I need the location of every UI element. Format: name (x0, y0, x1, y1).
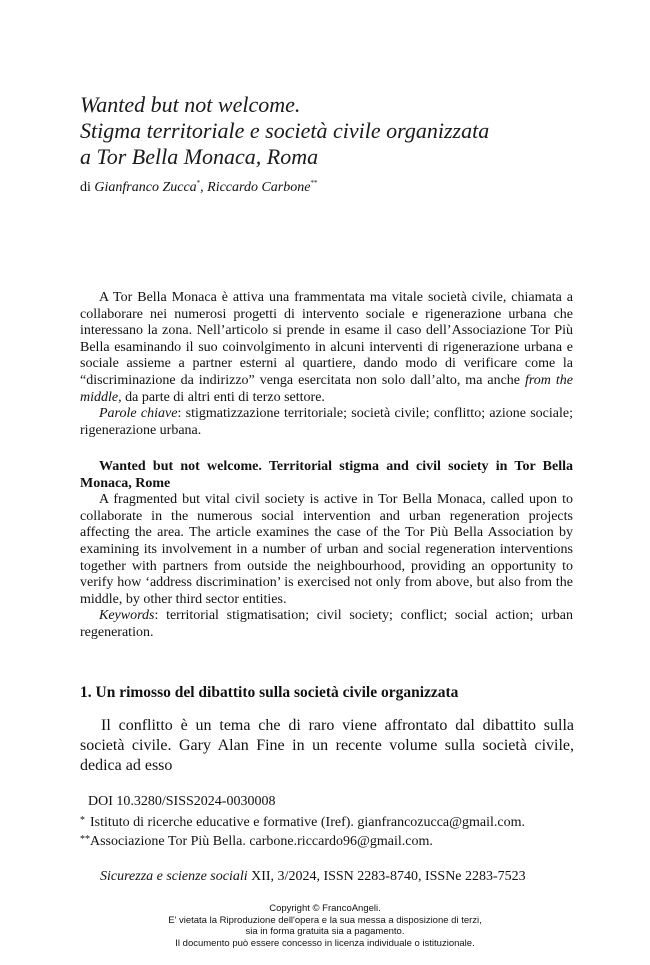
title-line: Stigma territoriale e società civile organizzata (80, 118, 490, 143)
body-paragraph: Il conflitto è un tema che di raro viene affrontato dal dibattito sulla società civile. Gary Alan Fine in un recente volume sulla società civile, dedica ad esso (80, 717, 574, 774)
journal-name: Sicurezza e scienze sociali (100, 869, 248, 884)
footnote-mark: ** (310, 179, 318, 187)
keywords-paragraph (80, 406, 573, 439)
author-name: Gianfranco Zucca (94, 180, 197, 195)
english-title: Wanted but not welcome. Territorial stigma and civil society in Tor Bella Monaca, Rome (80, 459, 573, 491)
author-line (80, 174, 580, 197)
footnote-text: Associazione Tor Più Bella. carbone.riccardo96@gmail.com. (90, 834, 433, 849)
doi: DOI 10.3280/SISS2024-0030008 (88, 794, 276, 809)
abstract-paragraph: A Tor Bella Monaca è attiva una frammentata ma vitale società civile, chiamata a collaborare nei numerosi progetti di intervento sociale e rigenerazione urbana che interessano la zona. Nell’articolo si prende in esame il caso dell’Associazione Tor Più Bella esaminando il suo coinvolgimento in alcuni interventi di rigenerazione urbana e sociale assieme a partner esterni al quartiere, dando modo di verificare come la “discriminazione da indirizzo” venga esercitata non solo dall’alto, ma anche from the middle, da parte di altri enti di terzo settore. (80, 290, 573, 405)
keywords-label: Keywords (99, 608, 155, 624)
keywords-paragraph (80, 608, 573, 641)
italic-phrase: from the middle (80, 372, 573, 405)
keywords-label: Parole chiave (99, 406, 178, 422)
article-title (80, 92, 580, 170)
footnote (80, 831, 580, 850)
journal-details: XII, 3/2024, ISSN 2283-8740, ISSNe 2283-7523 (247, 869, 526, 884)
footnote-mark: * (196, 179, 201, 187)
abstract-english (80, 459, 573, 642)
author-name: Riccardo Carbone (207, 180, 311, 195)
title-line: Wanted but not welcome. (80, 92, 301, 117)
copyright-line: E' vietata la Riproduzione dell'opera e la sua messa a disposizione di terzi, (168, 914, 482, 926)
keywords-list: : stigmatizzazione territoriale; società civile; conflitto; azione sociale; rigenerazione urbana. (80, 406, 573, 438)
footnote-text: Istituto di ricerche educative e formative (Iref). gianfrancozucca@gmail.com. (90, 815, 526, 830)
footnote-mark: ** (80, 834, 90, 845)
copyright-line: Copyright © FrancoAngeli. (269, 903, 381, 914)
footnote-mark: * (80, 815, 85, 826)
copyright-line: sia in forma gratuita sia a pagamento. (245, 926, 405, 938)
title-line: a Tor Bella Monaca, Roma (80, 144, 319, 169)
abstract-italian (80, 290, 573, 439)
abstract-paragraph: A fragmented but vital civil society is active in Tor Bella Monaca, called upon to collaborate in the numerous social intervention and urban regeneration projects affecting the area. The article examines the case of the Tor Più Bella Association by examining its involvement in a number of urban and social regeneration interventions together with partners from outside the neighbourhood, providing an opportunity to verify how ‘address discrimination’ is exercised not only from above, but also from the middle, by other third sector entities. (80, 492, 573, 607)
journal-citation (100, 868, 526, 885)
section-heading: 1. Un rimosso del dibattito sulla società civile organizzata (80, 684, 459, 701)
author-separator: , (200, 180, 208, 195)
author-prefix: di (80, 180, 95, 195)
keywords-list: : territorial stigmatisation; civil society; conflict; social action; urban regeneration. (80, 608, 573, 640)
copyright-line: Il documento può essere concesso in licenza individuale o istituzionale. (175, 938, 475, 950)
copyright-notice (0, 903, 650, 950)
footnote (80, 812, 580, 831)
